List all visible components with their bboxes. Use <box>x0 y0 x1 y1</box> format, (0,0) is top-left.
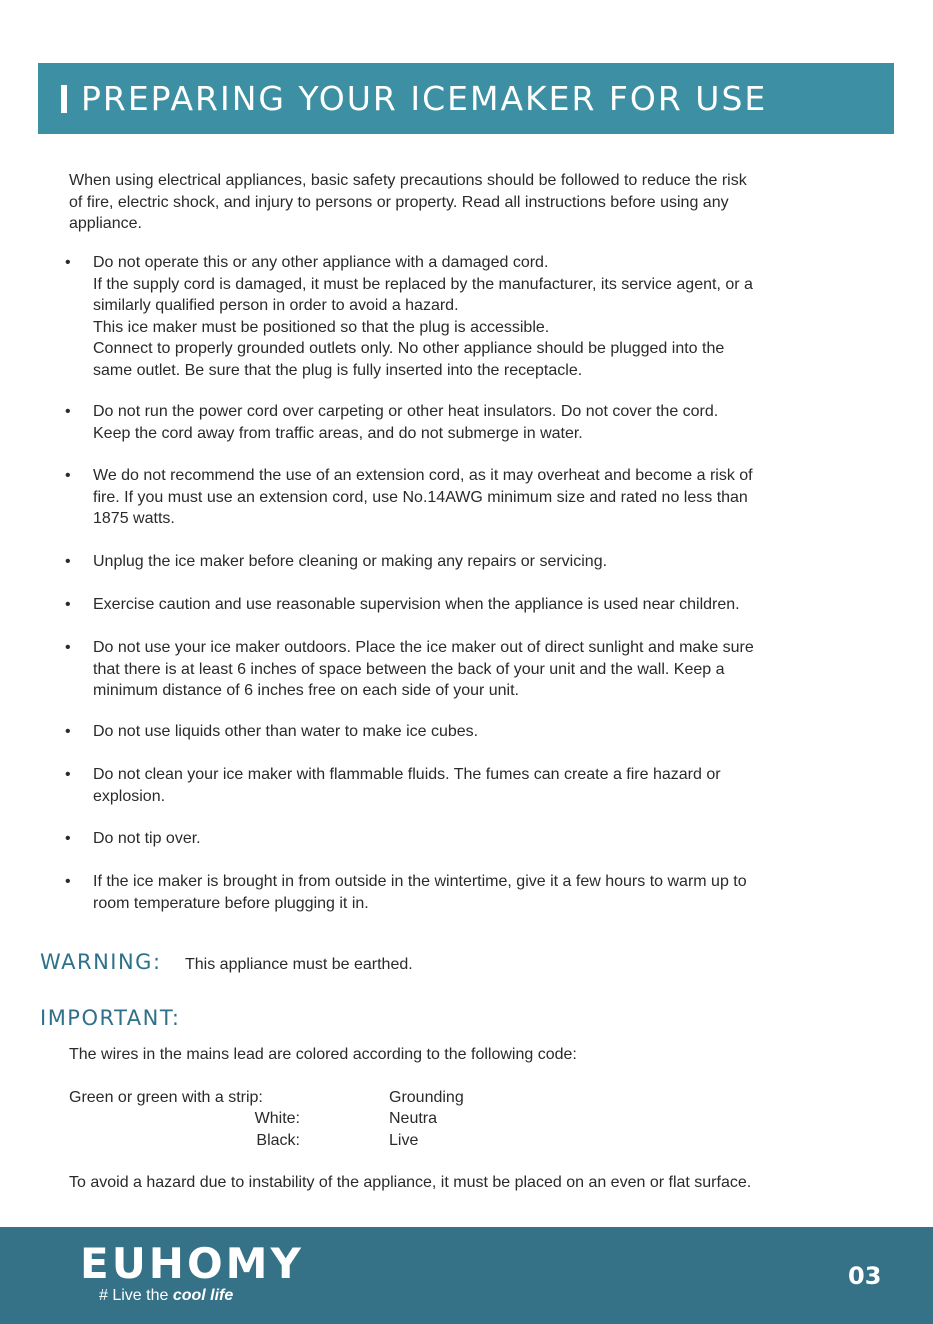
bullet-marker: • <box>65 766 71 783</box>
bullet-line: Do not tip over. <box>93 830 201 847</box>
bullet-line: If the supply cord is damaged, it must be replaced by the manufacturer, its service agent, or a <box>93 275 753 293</box>
page-number: 03 <box>848 1262 882 1290</box>
bullet-marker: • <box>65 723 71 740</box>
warning-heading: WARNING: <box>40 950 162 974</box>
bullet-line: that there is at least 6 inches of space between the back of your unit and the wall. Keep a <box>93 660 725 678</box>
bullet-line: Do not operate this or any other appliance with a damaged cord. <box>93 254 549 271</box>
bullet-marker: • <box>65 596 71 613</box>
page-title: PREPARING YOUR ICEMAKER FOR USE <box>81 79 768 118</box>
bullet-marker: • <box>65 873 71 890</box>
bullet-line: same outlet. Be sure that the plug is fully inserted into the receptacle. <box>93 361 583 379</box>
intro-line: appliance. <box>69 215 142 232</box>
bullet-line: 1875 watts. <box>93 510 175 527</box>
warning-text: This appliance must be earthed. <box>185 956 413 973</box>
wire-code-label-white: White: <box>254 1110 300 1127</box>
bullet-marker: • <box>65 254 71 271</box>
wire-code-value-black: Live <box>389 1132 419 1149</box>
bullet-line: Do not clean your ice maker with flammable fluids. The fumes can create a fire hazard or <box>93 766 721 783</box>
bullet-line: Do not use your ice maker outdoors. Place the ice maker out of direct sunlight and make sure <box>93 639 754 656</box>
bullet-line: Do not use liquids other than water to make ice cubes. <box>93 723 479 740</box>
bullet-line: explosion. <box>93 787 166 805</box>
bullet-line: If the ice maker is brought in from outside in the wintertime, give it a few hours to warm up to <box>93 873 747 890</box>
tagline-prefix: # Live the <box>99 1287 173 1304</box>
bullet-marker: • <box>65 639 71 656</box>
tagline-emphasis: cool life <box>172 1287 234 1304</box>
bullet-line: fire. If you must use an extension cord, use No.14AWG minimum size and rated no less than <box>93 488 748 506</box>
page-footer <box>0 1227 933 1324</box>
brand-tagline <box>99 1287 233 1305</box>
bullet-line: similarly qualified person in order to avoid a hazard. <box>93 297 459 314</box>
bullet-line: This ice maker must be positioned so that the plug is accessible. <box>93 318 550 336</box>
intro-line: of fire, electric shock, and injury to persons or property. Read all instructions before using any <box>69 193 729 211</box>
intro-paragraph <box>69 170 869 235</box>
header-accent-bar <box>61 85 67 113</box>
wire-code-label-black: Black: <box>256 1132 300 1149</box>
wire-code-value-white: Neutra <box>389 1110 438 1127</box>
bullet-line: Unplug the ice maker before cleaning or making any repairs or servicing. <box>93 553 608 570</box>
bullet-line: We do not recommend the use of an extension cord, as it may overheat and become a risk of <box>93 467 753 484</box>
intro-line: When using electrical appliances, basic safety precautions should be followed to reduce the risk <box>69 172 747 189</box>
bullet-marker: • <box>65 830 71 847</box>
bullet-line: Do not run the power cord over carpeting or other heat insulators. Do not cover the cord. <box>93 403 719 420</box>
bullet-line: room temperature before plugging it in. <box>93 894 369 912</box>
section-header <box>38 63 894 134</box>
stability-note: To avoid a hazard due to instability of the appliance, it must be placed on an even or flat surface. <box>69 1174 752 1191</box>
bullet-marker: • <box>65 467 71 484</box>
wire-code-intro: The wires in the mains lead are colored according to the following code: <box>69 1046 577 1063</box>
important-heading: IMPORTANT: <box>40 1006 181 1030</box>
bullet-line: Connect to properly grounded outlets only. No other appliance should be plugged into the <box>93 340 725 357</box>
bullet-line: Exercise caution and use reasonable supervision when the appliance is used near children. <box>93 596 740 613</box>
brand-logo: EUHOMY <box>80 1239 304 1288</box>
wire-code-value-ground: Grounding <box>389 1089 464 1106</box>
bullet-line: minimum distance of 6 inches free on each side of your unit. <box>93 682 519 699</box>
bullet-marker: • <box>65 403 71 420</box>
bullet-marker: • <box>65 553 71 570</box>
wire-code-label-ground: Green or green with a strip: <box>69 1089 263 1106</box>
bullet-line: Keep the cord away from traffic areas, and do not submerge in water. <box>93 424 583 442</box>
